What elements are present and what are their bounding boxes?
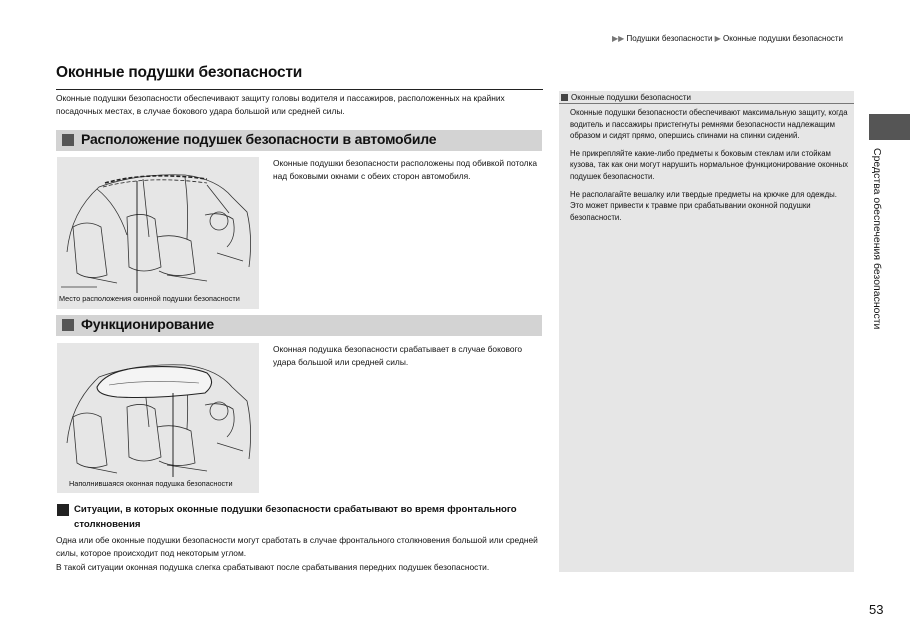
section-operation-heading: Функционирование	[81, 316, 214, 332]
section-square-icon	[62, 319, 74, 331]
section-location-heading: Расположение подушек безопасности в автомобиле	[81, 131, 437, 147]
car-interior-illustration	[57, 157, 259, 309]
page-number: 53	[869, 602, 884, 617]
figure-airbag-deployed	[57, 343, 259, 493]
intro-paragraph: Оконные подушки безопасности обеспечивают защиту головы водителя и пассажиров, расположенных на крайних посадочных местах, в случае бокового удара большой или средней силы.	[56, 93, 505, 116]
note-square-icon	[561, 94, 568, 101]
figure-location-caption: Место расположения оконной подушки безопасности	[59, 294, 240, 303]
figure-airbag-location	[57, 157, 259, 309]
title-rule	[56, 89, 543, 90]
situations-heading: Ситуации, в которых оконные подушки безопасности срабатывают во время фронтального столкновения	[74, 504, 517, 530]
situation-square-icon	[57, 504, 69, 516]
figure-deployed-caption: Наполнившаяся оконная подушка безопасности	[69, 479, 233, 488]
note-body	[570, 107, 850, 229]
chapter-tab-marker	[869, 114, 910, 140]
page-title: Оконные подушки безопасности	[56, 64, 303, 81]
section-square-icon	[62, 134, 74, 146]
situations-body	[56, 534, 538, 574]
double-arrow-icon: ▶▶	[612, 34, 625, 43]
note-heading	[559, 93, 854, 102]
situations-paragraph-1: Одна или обе оконные подушки безопасности могут сработать в случае фронтального столкновения большой или средней силы, которое происходит под некоторым углом.	[56, 535, 538, 559]
note-heading-rule	[559, 103, 854, 104]
note-heading-text: Оконные подушки безопасности	[571, 93, 691, 102]
note-paragraph-1: Оконные подушки безопасности обеспечивают максимальную защиту, когда водитель и пассажиры пристегнуты ремнями безопасности надлежащим образом и сидят прямо, опершись спинами на спинки сидений.	[570, 108, 848, 141]
section-operation-header	[56, 315, 542, 336]
section-operation-text: Оконная подушка безопасности срабатывает в случае бокового удара большой или средней силы.	[273, 344, 523, 367]
arrow-icon: ▶	[714, 34, 721, 43]
deployed-airbag-illustration	[57, 343, 259, 493]
note-paragraph-2: Не прикрепляйте какие-либо предметы к боковым стеклам или стойкам кузова, так как они могут нарушить нормальное функционирование оконных подушек безопасности.	[570, 148, 849, 181]
chapter-tab-label: Средства обеспечения безопасности	[871, 148, 883, 330]
breadcrumb	[612, 34, 843, 43]
breadcrumb-part-2: Оконные подушки безопасности	[723, 34, 844, 43]
section-location-header	[56, 130, 542, 151]
note-paragraph-3: Не располагайте вешалку или твердые предметы на крючке для одежды. Это может привести к травме при срабатывании оконной подушки безопасности.	[570, 189, 837, 222]
situations-paragraph-2: В такой ситуации оконная подушка слегка срабатывают после срабатывания передних подушек безопасности.	[56, 561, 490, 572]
breadcrumb-part-1: Подушки безопасности	[626, 34, 713, 43]
section-location-text: Оконные подушки безопасности расположены под обивкой потолка над боковыми окнами с обеих сторон автомобиля.	[273, 158, 538, 181]
